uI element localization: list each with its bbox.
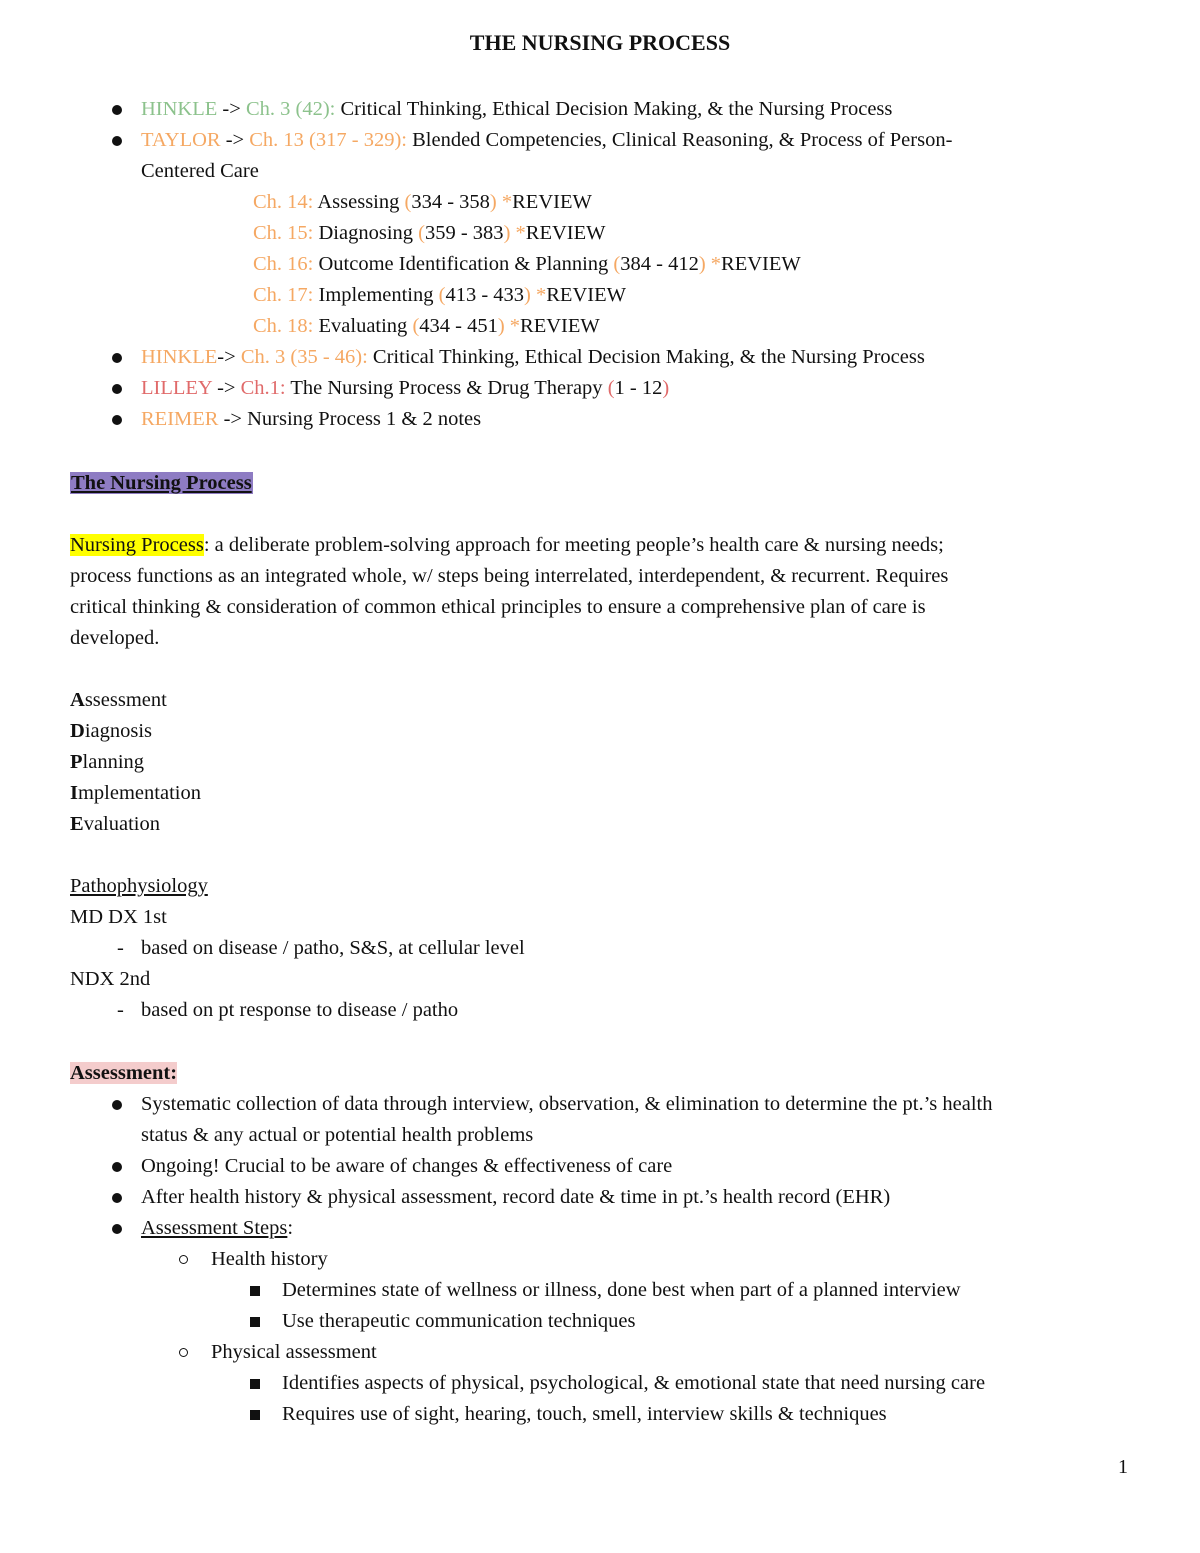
reference-hinkle-ch3: HINKLE -> Ch. 3 (42): Critical Thinking, Ethical Decision Making, & the Nursing Process bbox=[141, 98, 893, 120]
hollow-bullet-icon bbox=[179, 1348, 188, 1357]
assessment-bullet: Ongoing! Crucial to be aware of changes & effectiveness of care bbox=[141, 1155, 673, 1177]
ndx-note: based on pt response to disease / patho bbox=[141, 999, 459, 1021]
dash-icon: - bbox=[117, 999, 124, 1021]
square-bullet-icon bbox=[250, 1286, 260, 1296]
taylor-chapter-18: Ch. 18: Evaluating (434 - 451) *REVIEW bbox=[253, 315, 600, 337]
step-physical-assessment: Physical assessment bbox=[211, 1341, 377, 1363]
reference-taylor-continuation: Centered Care bbox=[141, 160, 259, 182]
md-dx-note: based on disease / patho, S&S, at cellular level bbox=[141, 937, 525, 959]
bullet-icon bbox=[112, 1100, 122, 1110]
page-number: 1 bbox=[1118, 1456, 1128, 1478]
reference-lilley-ch1: LILLEY -> Ch.1: The Nursing Process & Drug Therapy (1 - 12) bbox=[141, 377, 670, 399]
reference-taylor-ch13: TAYLOR -> Ch. 13 (317 - 329): Blended Competencies, Clinical Reasoning, & Process of Person- bbox=[141, 129, 953, 151]
taylor-chapter-15: Ch. 15: Diagnosing (359 - 383) *REVIEW bbox=[253, 222, 606, 244]
taylor-chapter-17: Ch. 17: Implementing (413 - 433) *REVIEW bbox=[253, 284, 626, 306]
adpie-evaluation: Evaluation bbox=[70, 813, 160, 835]
adpie-assessment: Assessment bbox=[70, 689, 167, 711]
taylor-chapter-14: Ch. 14: Assessing (334 - 358) *REVIEW bbox=[253, 191, 592, 213]
assessment-bullet-continuation: status & any actual or potential health problems bbox=[141, 1124, 534, 1146]
square-bullet-icon bbox=[250, 1410, 260, 1420]
square-bullet-icon bbox=[250, 1317, 260, 1327]
assessment-bullet: Systematic collection of data through interview, observation, & elimination to determine the pt.’s health bbox=[141, 1093, 993, 1115]
assessment-bullet: After health history & physical assessment, record date & time in pt.’s health record (EHR) bbox=[141, 1186, 891, 1208]
bullet-icon bbox=[112, 1162, 122, 1172]
adpie-planning: Planning bbox=[70, 751, 145, 773]
reference-hinkle-ch3-pages: HINKLE-> Ch. 3 (35 - 46): Critical Thinking, Ethical Decision Making, & the Nursing Process bbox=[141, 346, 925, 368]
assessment-steps-label: Assessment Steps: bbox=[141, 1217, 294, 1239]
step-detail: Determines state of wellness or illness, done best when part of a planned interview bbox=[282, 1279, 961, 1301]
assessment-heading: Assessment: bbox=[70, 1062, 178, 1084]
step-detail: Requires use of sight, hearing, touch, smell, interview skills & techniques bbox=[282, 1403, 887, 1425]
md-dx-label: MD DX 1st bbox=[70, 906, 167, 928]
step-detail: Use therapeutic communication techniques bbox=[282, 1310, 636, 1332]
nursing-process-heading: The Nursing Process bbox=[71, 472, 252, 494]
bullet-icon bbox=[112, 105, 122, 115]
bullet-icon bbox=[112, 136, 122, 146]
square-bullet-icon bbox=[250, 1379, 260, 1389]
bullet-icon bbox=[112, 1224, 122, 1234]
document-title: THE NURSING PROCESS bbox=[469, 30, 731, 55]
step-health-history: Health history bbox=[211, 1248, 328, 1270]
reference-reimer: REIMER -> Nursing Process 1 & 2 notes bbox=[141, 408, 482, 430]
hollow-bullet-icon bbox=[179, 1255, 188, 1264]
bullet-icon bbox=[112, 415, 122, 425]
bullet-icon bbox=[112, 353, 122, 363]
bullet-icon bbox=[112, 384, 122, 394]
pathophysiology-heading: Pathophysiology bbox=[70, 875, 208, 897]
adpie-implementation: Implementation bbox=[70, 782, 201, 804]
adpie-diagnosis: Diagnosis bbox=[70, 720, 153, 742]
bullet-icon bbox=[112, 1193, 122, 1203]
nursing-process-term: Nursing Process bbox=[70, 534, 204, 556]
ndx-label: NDX 2nd bbox=[70, 968, 151, 990]
taylor-chapter-16: Ch. 16: Outcome Identification & Planning (384 - 412) *REVIEW bbox=[253, 253, 801, 275]
step-detail: Identifies aspects of physical, psychological, & emotional state that need nursing care bbox=[282, 1372, 986, 1394]
dash-icon: - bbox=[117, 937, 124, 959]
